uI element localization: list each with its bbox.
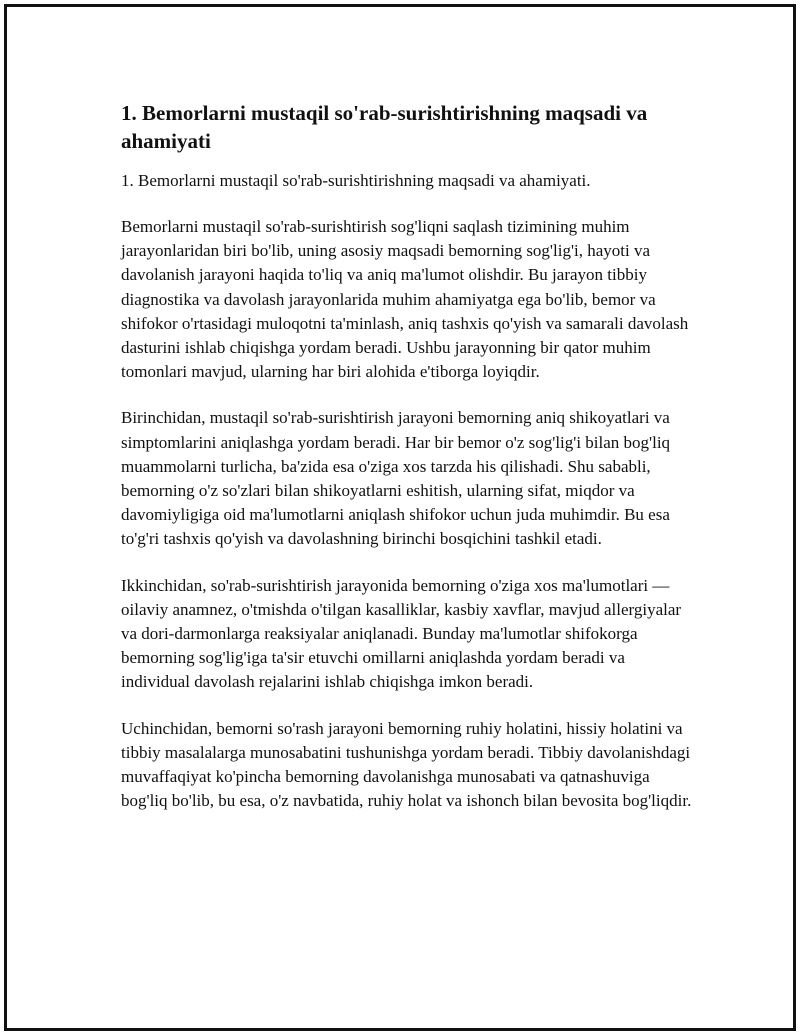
page-frame <box>4 4 796 1031</box>
paragraph-third-point: Uchinchidan, bemorni so'rash jarayoni bemorning ruhiy holatini, hissiy holatini va tibbiy masalalarga munosabatini tushunishga yordam beradi. Tibbiy davolanishdagi muvaffaqiyat ko'pincha bemorning davolanishga munosabati va qatnashuviga bog'liq bo'lib, bu esa, o'z navbatida, ruhiy holat va ishonch bilan bevosita bog'liqdir. <box>121 718 692 811</box>
paragraph-first-point: Birinchidan, mustaqil so'rab-surishtirish jarayoni bemorning aniq shikoyatlari va simptomlarini aniqlashga yordam beradi. Har bir bemor o'z sog'lig'i bilan bog'liq muammolarni turlicha, ba'zida esa o'ziga xos tarzda his qilishadi. Shu sababli, bemorning o'z so'zlari bilan shikoyatlarni eshitish, ularning sifat, miqdor va davomiyligiga oid ma'lumotlarni aniqlash shifokor uchun juda muhimdir. Bu esa to'g'ri tashxis qo'yish va davolashning birinchi bosqichini tashkil etadi. <box>121 408 671 549</box>
document-title: 1. Bemorlarni mustaqil so'rab-surishtirishning maqsadi va ahamiyati <box>121 101 648 153</box>
paragraph-second-point: Ikkinchidan, so'rab-surishtirish jarayonida bemorning o'ziga xos ma'lumotlari — oilaviy anamnez, o'tmishda o'tilgan kasalliklar, kasbiy xavflar, mavjud allergiyalar va dori-darmonlarga reaksiyalar aniqlanadi. Bunday ma'lumotlar shifokorga bemorning sog'lig'iga ta'sir etuvchi omillarni aniqlashda yordam beradi va individual davolash rejalarini ishlab chiqishga imkon beradi. <box>121 575 682 692</box>
paragraph-intro: Bemorlarni mustaqil so'rab-surishtirish sog'liqni saqlash tizimining muhim jarayonlaridan biri bo'lib, uning asosiy maqsadi bemorning sog'lig'i, hayoti va davolanish jarayoni haqida to'liq va aniq ma'lumot olishdir. Bu jarayon tibbiy diagnostika va davolash jarayonlarida muhim ahamiyatga ega bo'lib, bemor va shifokor o'rtasidagi muloqotni ta'minlash, aniq tashxis qo'yish va samarali davolash dasturini ishlab chiqishga yordam beradi. Ushbu jarayonning bir qator muhim tomonlari mavjud, ularning har biri alohida e'tiborga loyiqdir. <box>121 217 689 382</box>
document-subtitle: 1. Bemorlarni mustaqil so'rab-surishtirishning maqsadi va ahamiyati. <box>121 171 591 190</box>
document-content <box>121 99 693 813</box>
